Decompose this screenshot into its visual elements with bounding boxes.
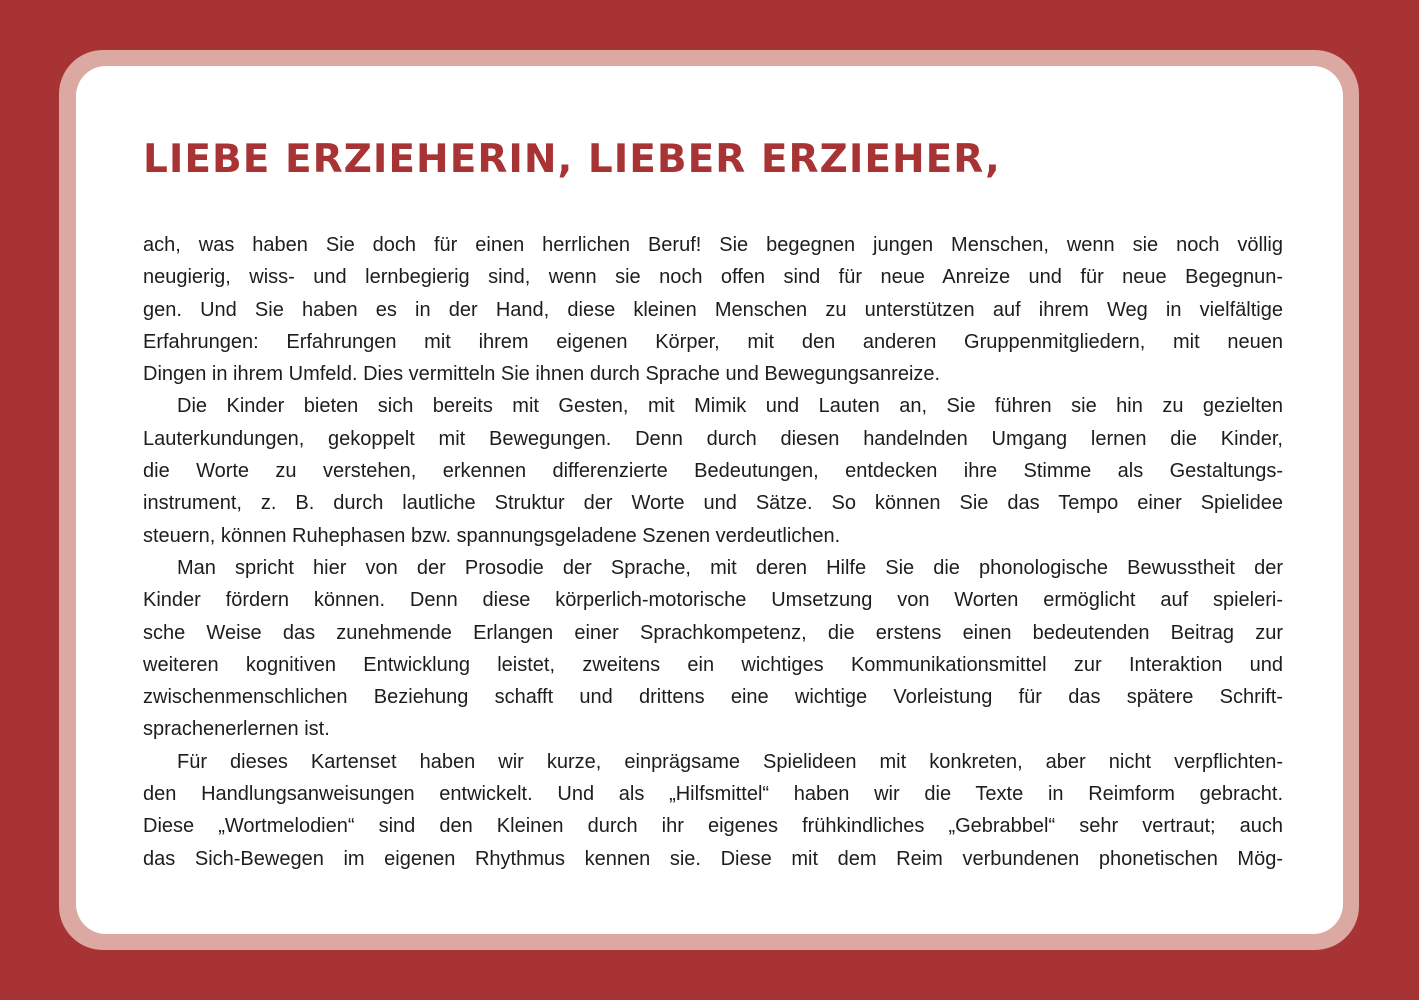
text-line: sprachenerlernen ist. [143, 718, 330, 741]
text-line: instrument, z. B. durch lautliche Struktur der Worte und Sätze. So können Sie das Tempo einer Spielidee [143, 492, 1283, 515]
text-line: Diese „Wortmelodien“ sind den Kleinen durch ihr eigenes frühkindliches „Gebrabbel“ sehr vertraut; auch [143, 815, 1283, 838]
text-line: den Handlungsanweisungen entwickelt. Und als „Hilfsmittel“ haben wir die Texte in Reimform gebracht. [143, 783, 1283, 806]
text-line: Erfahrungen: Erfahrungen mit ihrem eigenen Körper, mit den anderen Gruppenmitgliedern, mit neuen [143, 330, 1283, 353]
text-line: ach, was haben Sie doch für einen herrlichen Beruf! Sie begegnen jungen Menschen, wenn sie noch völlig [143, 234, 1283, 256]
text-line: neugierig, wiss- und lernbegierig sind, wenn sie noch offen sind für neue Anreize und für neue Begegnun- [143, 266, 1283, 289]
text-line: Dingen in ihrem Umfeld. Dies vermitteln Sie ihnen durch Sprache und Bewegungsanreize. [143, 363, 941, 386]
text-line: weiteren kognitiven Entwicklung leistet, zweitens ein wichtiges Kommunikationsmittel zur Interaktion und [143, 653, 1283, 676]
text-line: sche Weise das zunehmende Erlangen einer Sprachkompetenz, die erstens einen bedeutenden Beitrag zur [143, 621, 1283, 644]
page-title: LIEBE ERZIEHERIN, LIEBER ERZIEHER, [143, 137, 1001, 182]
text-line: das Sich-Bewegen im eigenen Rhythmus kennen sie. Diese mit dem Reim verbundenen phonetischen Mög- [143, 847, 1283, 870]
text-line: Für dieses Kartenset haben wir kurze, einprägsame Spielideen mit konkreten, aber nicht verpflichten- [177, 750, 1283, 773]
text-line: zwischenmenschlichen Beziehung schafft und drittens eine wichtige Vorleistung für das spätere Schrift- [143, 686, 1283, 709]
text-line: Man spricht hier von der Prosodie der Sprache, mit deren Hilfe Sie die phonologische Bewusstheit der [177, 556, 1283, 579]
text-line: Lauterkundungen, gekoppelt mit Bewegungen. Denn durch diesen handelnden Umgang lernen die Kinder, [143, 427, 1283, 450]
text-line: gen. Und Sie haben es in der Hand, diese kleinen Menschen zu unterstützen auf ihrem Weg in vielfältige [143, 298, 1283, 321]
text-line: steuern, können Ruhephasen bzw. spannungsgeladene Szenen verdeutlichen. [143, 524, 841, 547]
text-line: Kinder fördern können. Denn diese körperlich-motorische Umsetzung von Worten ermöglicht auf spieleri- [143, 589, 1283, 612]
text-line: Die Kinder bieten sich bereits mit Gesten, mit Mimik und Lauten an, Sie führen sie hin zu gezielten [177, 395, 1283, 418]
body-text [143, 229, 1283, 875]
text-line: die Worte zu verstehen, erkennen differenzierte Bedeutungen, entdecken ihre Stimme als Gestaltungs- [143, 460, 1283, 483]
